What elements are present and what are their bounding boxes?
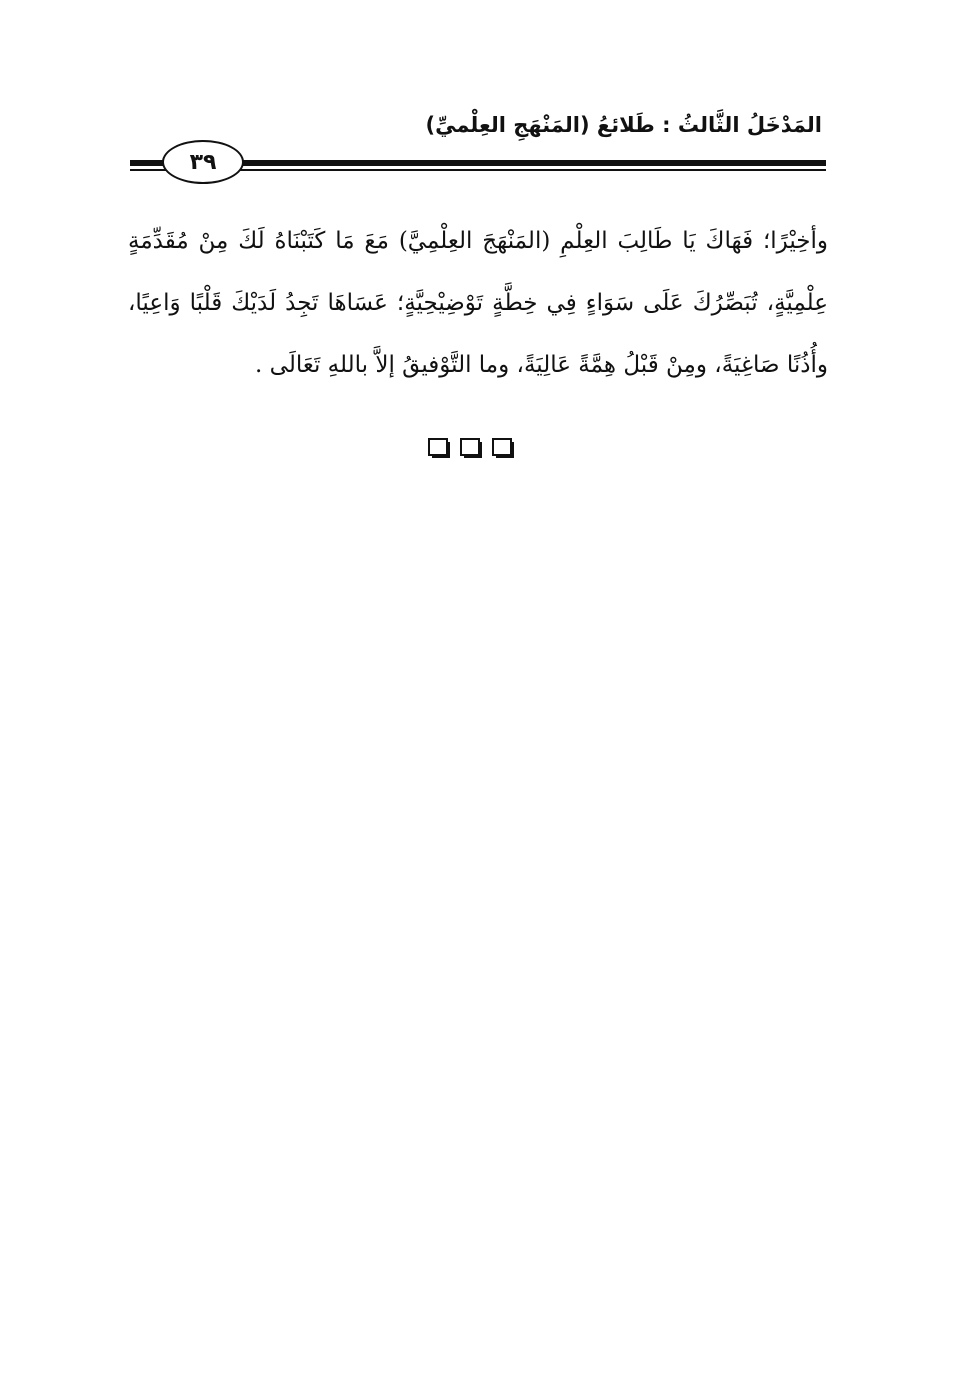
running-header-title: المَدْخَلُ الثَّالثُ : طَلائعُ (المَنْهَجِ العِلْميِّ) (425, 113, 822, 137)
body-paragraph: وأخِيْرًا؛ فَهَاكَ يَا طَالِبَ العِلْمِ (المَنْهَجَ العِلْمِيَّ) مَعَ مَا كَتَبْنَاهُ لَكَ مِنْ مُقَدِّمَةٍ عِلْمِيَّةٍ، تُبَصِّرُكَ عَلَى سَوَاءٍ فِي خِطَّةٍ تَوْضِيْحِيَّةٍ؛ عَسَاهَا تَجِدُ لَدَيْكَ قَلْبًا وَاعِيًا، وأُذُنًا صَاغِيَةً، ومِنْ قَبْلُ هِمَّةً عَالِيَةً، وما التَّوْفيقُ إلاَّ باللهِ تَعَالَى . (128, 228, 828, 378)
section-end-ornament (428, 438, 512, 456)
page-number: ٣٩ (189, 149, 217, 175)
square-dingbat-icon (428, 438, 448, 456)
square-dingbat-icon (460, 438, 480, 456)
page-number-badge (162, 140, 244, 184)
square-dingbat-icon (492, 438, 512, 456)
